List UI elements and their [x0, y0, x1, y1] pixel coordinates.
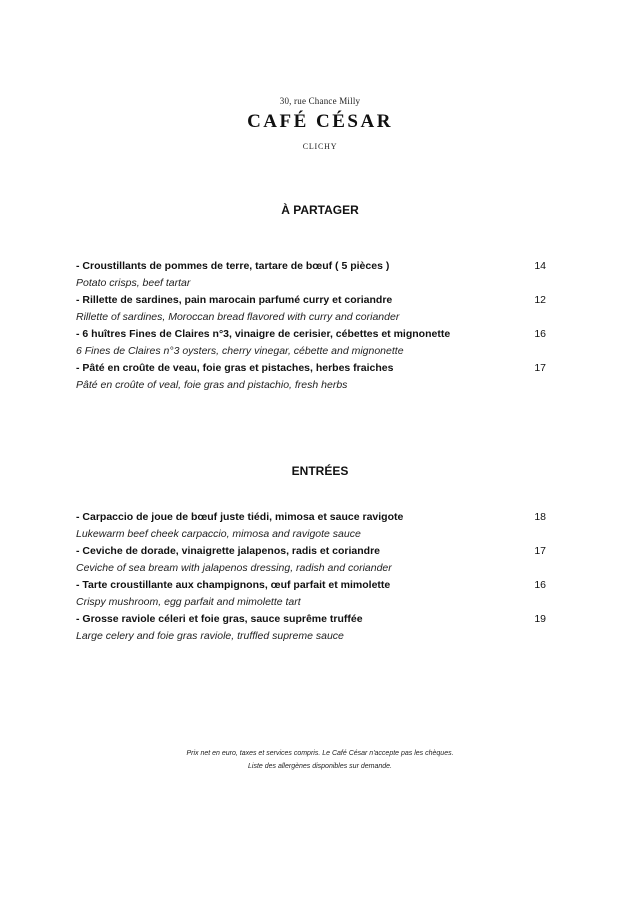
restaurant-name: CAFÉ CÉSAR — [247, 111, 393, 132]
menu-item-description: Pâté en croûte of veal, foie gras and pistachio, fresh herbs — [76, 379, 348, 391]
menu-item — [76, 258, 546, 292]
section-items-entrees — [76, 509, 546, 645]
menu-item-description: Lukewarm beef cheek carpaccio, mimosa and ravigote sauce — [76, 528, 361, 540]
menu-item-price: 16 — [534, 328, 546, 340]
menu-item-name: - Tarte croustillante aux champignons, œuf parfait et mimolette — [76, 579, 391, 591]
menu-item-description: Ceviche of sea bream with jalapenos dressing, radish and coriander — [76, 562, 392, 574]
menu-item-name: - 6 huîtres Fines de Claires n°3, vinaigre de cerisier, cébettes et mignonette — [76, 328, 451, 340]
restaurant-city: CLICHY — [302, 142, 338, 151]
menu-item — [76, 292, 546, 326]
menu-item-name: - Ceviche de dorade, vinaigrette jalapenos, radis et coriandre — [76, 545, 381, 557]
menu-item — [76, 509, 546, 543]
menu-item-price: 17 — [534, 362, 546, 374]
menu-item-price: 14 — [534, 260, 546, 272]
menu-item-name: - Grosse raviole céleri et foie gras, sauce suprême truffée — [76, 613, 363, 625]
menu-item-description: Rillette of sardines, Moroccan bread flavored with curry and coriander — [76, 311, 400, 323]
footer-line-prices: Prix net en euro, taxes et services compris. Le Café César n'accepte pas les chèques. — [186, 750, 454, 757]
menu-item-name: - Pâté en croûte de veau, foie gras et pistaches, herbes fraiches — [76, 362, 394, 374]
menu-item-name: - Carpaccio de joue de bœuf juste tiédi, mimosa et sauce ravigote — [76, 511, 404, 523]
menu-item — [76, 326, 546, 360]
section-heading-a-partager: À PARTAGER — [281, 203, 359, 217]
section-items-a-partager — [76, 258, 546, 394]
menu-item — [76, 360, 546, 394]
menu-item-description: Potato crisps, beef tartar — [76, 277, 191, 289]
menu-item-description: Crispy mushroom, egg parfait and mimolette tart — [76, 596, 301, 608]
footer-note — [0, 747, 640, 773]
menu-item-name: - Croustillants de pommes de terre, tartare de bœuf ( 5 pièces ) — [76, 260, 390, 272]
footer-line-allergens: Liste des allergènes disponibles sur demande. — [248, 763, 392, 770]
menu-item-description: 6 Fines de Claires n°3 oysters, cherry vinegar, cébette and mignonette — [76, 345, 404, 357]
restaurant-address: 30, rue Chance Milly — [279, 96, 361, 106]
menu-item-price: 18 — [534, 511, 546, 523]
menu-item — [76, 577, 546, 611]
menu-item-description: Large celery and foie gras raviole, truffled supreme sauce — [76, 630, 344, 642]
menu-item-price: 12 — [534, 294, 546, 306]
menu-item-price: 16 — [534, 579, 546, 591]
menu-item — [76, 611, 546, 645]
menu-item-price: 17 — [534, 545, 546, 557]
section-heading-entrees: ENTRÉES — [291, 464, 349, 478]
menu-item — [76, 543, 546, 577]
menu-item-price: 19 — [534, 613, 546, 625]
menu-item-name: - Rillette de sardines, pain marocain parfumé curry et coriandre — [76, 294, 393, 306]
